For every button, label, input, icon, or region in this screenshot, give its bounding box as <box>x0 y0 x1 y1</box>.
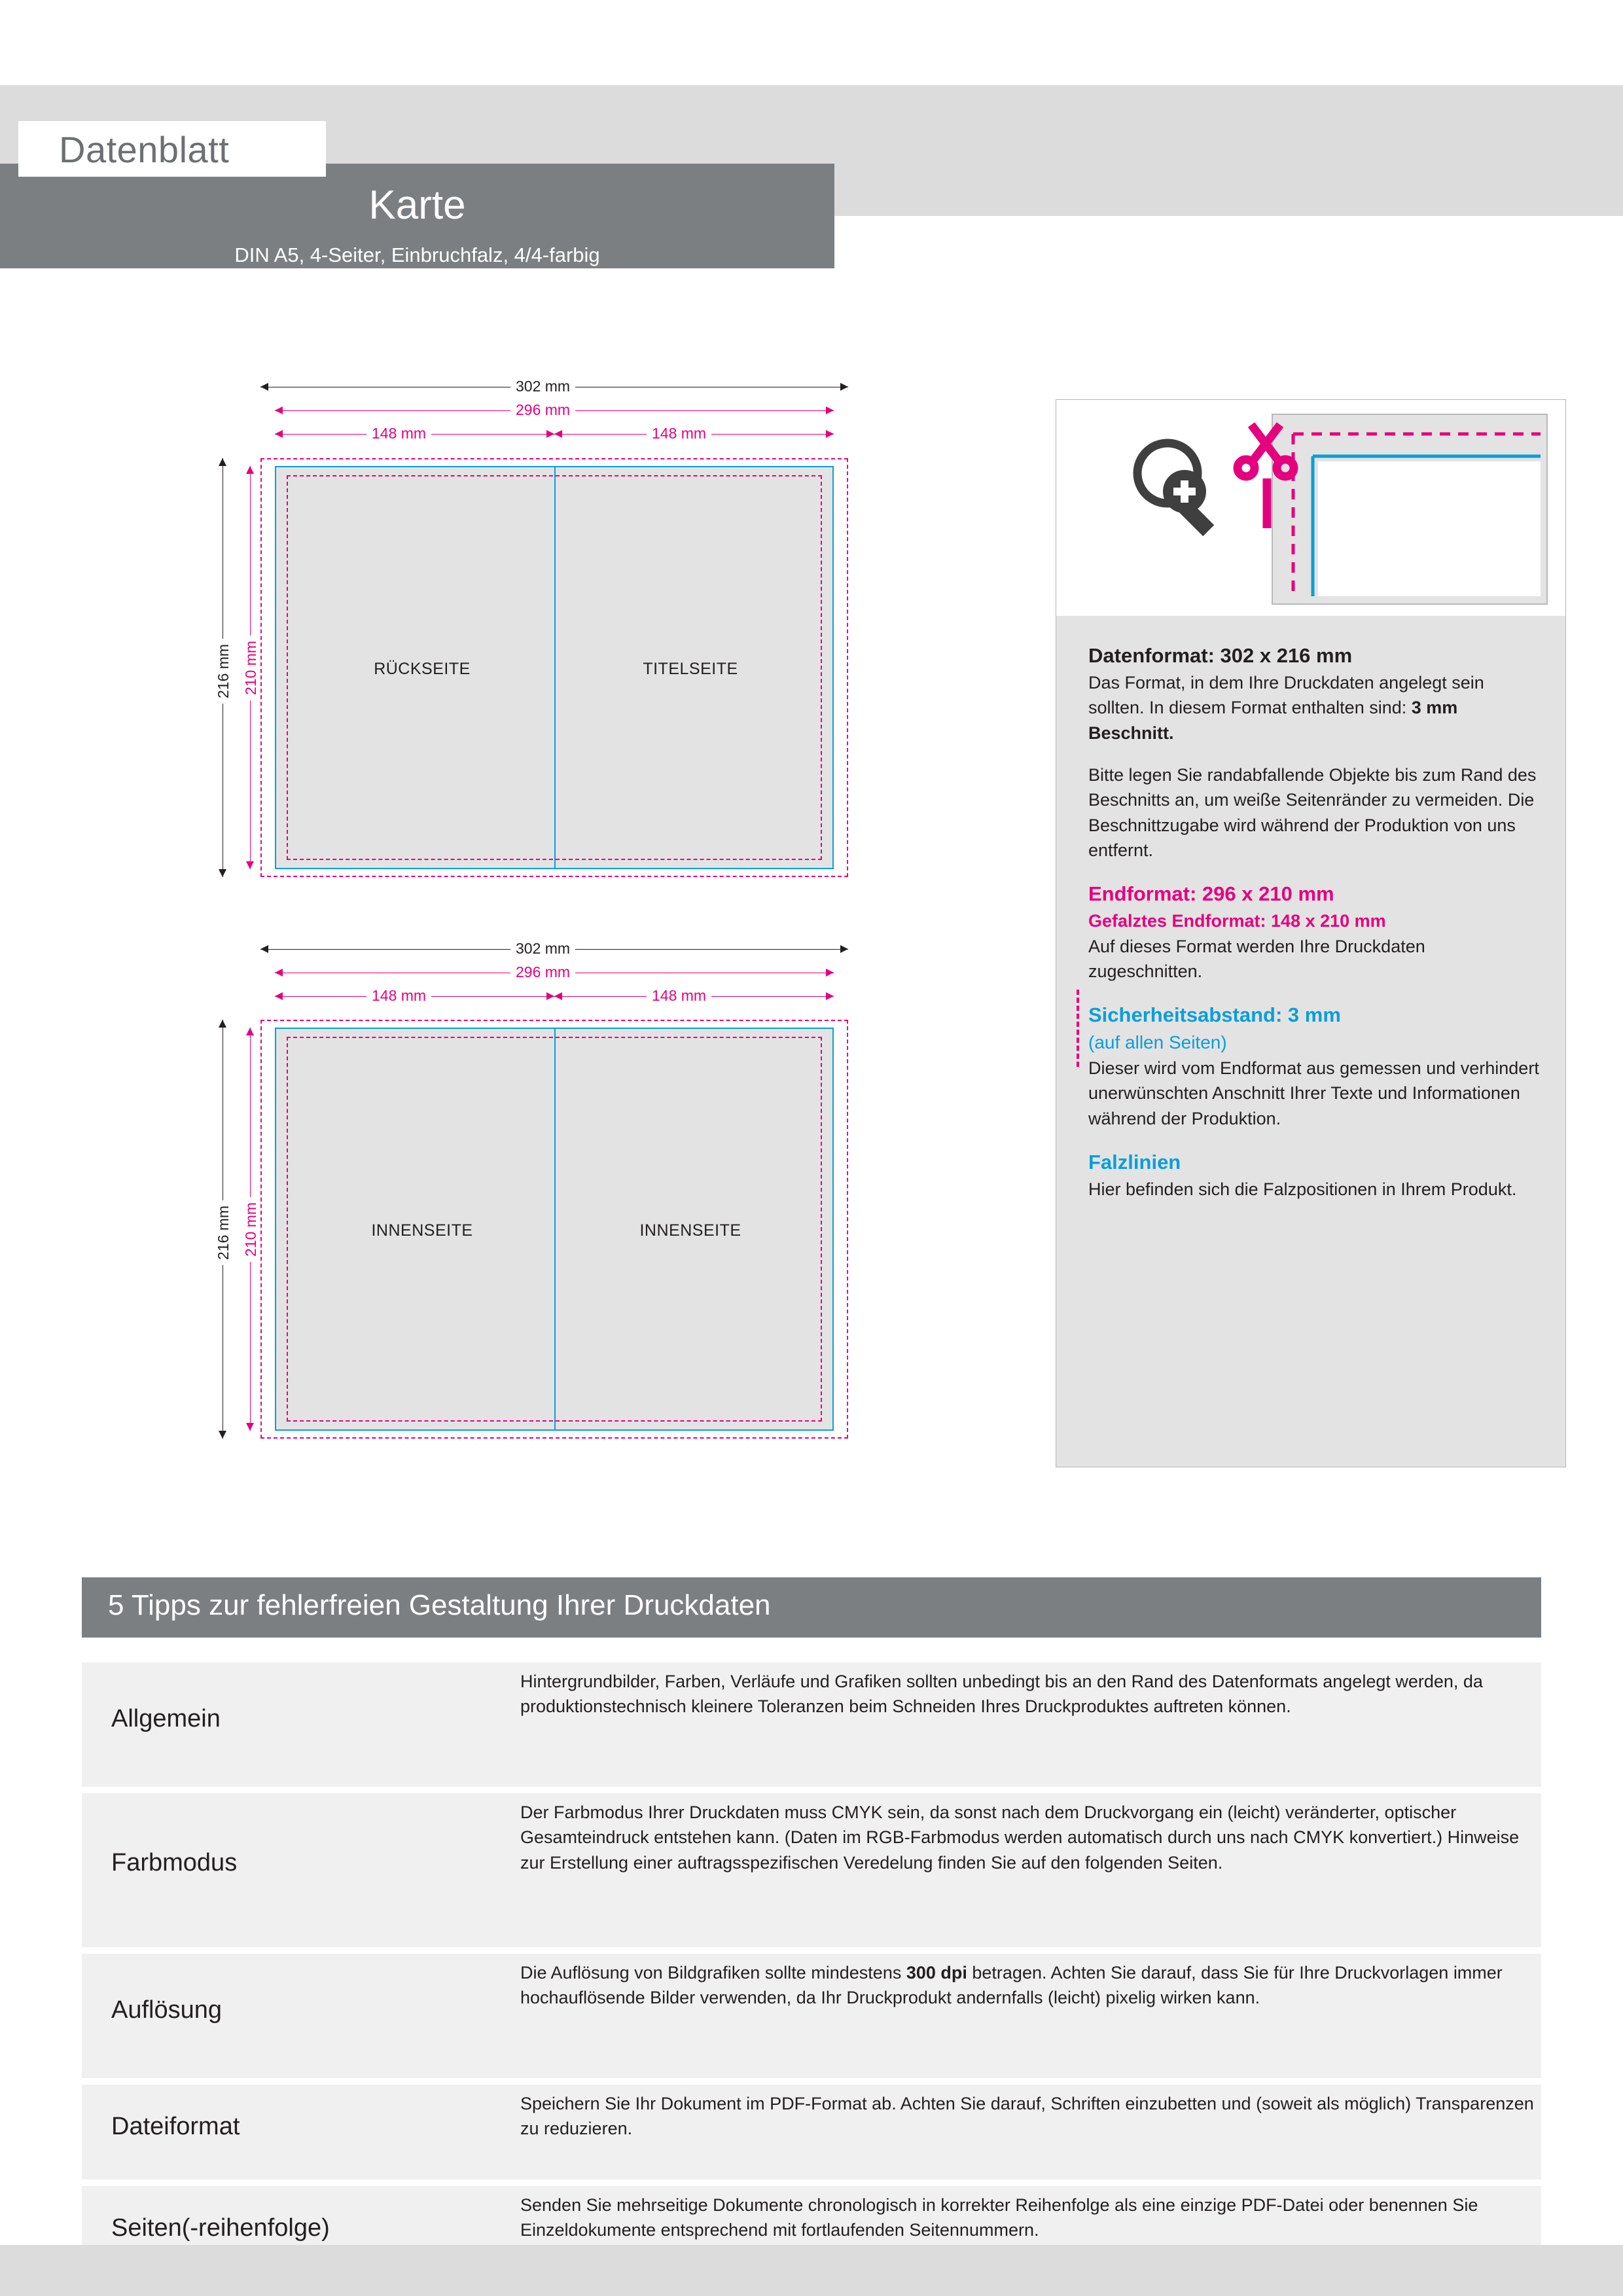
page-title: Karte <box>368 183 466 228</box>
endformat-pink-marker <box>1077 990 1079 1067</box>
footer-band <box>0 2245 1623 2296</box>
dim-label-outer-width-top: 302 mm <box>510 378 575 395</box>
page-label-innenseite-left: INNENSEITE <box>371 1221 473 1240</box>
page-label-rueckseite: RÜCKSEITE <box>374 660 471 678</box>
arrow-right <box>546 430 554 438</box>
arrow-up <box>219 458 226 466</box>
arrow-down <box>219 869 226 877</box>
datenblatt-label: Datenblatt <box>59 129 230 170</box>
arrow-right <box>546 992 554 1000</box>
tip-title-allgemein: Allgemein <box>111 1705 221 1732</box>
dim-label-half-right-top: 148 mm <box>647 425 711 442</box>
legend-illustration <box>1056 400 1565 616</box>
dim-label-outer-height-top: 216 mm <box>215 639 232 704</box>
page-label-titelseite: TITELSEITE <box>643 660 738 678</box>
legend-datenformat-text-2: Bitte legen Sie randabfallende Objekte bis zum Rand des Beschnitts an, um weiße Seitenränder zu vermeiden. Die Beschnittzugabe wird während der Produktion von uns entfernt. <box>1088 765 1537 860</box>
legend-endformat-title: Endformat: 296 x 210 mm <box>1088 882 1334 906</box>
arrow-left <box>275 406 283 414</box>
tips-header-title: 5 Tipps zur fehlerfreien Gestaltung Ihrer Druckdaten <box>108 1589 771 1621</box>
arrow-up <box>219 1020 226 1028</box>
legend-endformat-text: Auf dieses Format werden Ihre Druckdaten zugeschnitten. <box>1088 936 1425 981</box>
dim-label-half-left-top: 148 mm <box>366 425 431 442</box>
page-label-innenseite-right: INNENSEITE <box>639 1221 741 1240</box>
tip-text-aufloesung-post: betragen. Achten Sie darauf, dass Sie für Ihre Druckvorlagen immer hochauflösende Bilder verwenden, da Ihr Druckprodukt andernfalls (leicht) pixelig wirken kann. <box>520 1963 1503 2008</box>
legend-datenformat-text-1 <box>1088 670 1540 745</box>
dim-label-inner-width-top: 296 mm <box>510 401 575 419</box>
arrow-right <box>826 969 834 977</box>
dim-label-inner-height-top: 210 mm <box>242 636 260 700</box>
arrow-right <box>840 383 848 391</box>
arrow-right <box>826 406 834 414</box>
arrow-down <box>246 1423 254 1431</box>
magnifier-plus-icon <box>1137 443 1214 536</box>
legend-illustration-svg <box>1056 400 1565 616</box>
tip-text-farbmodus: Der Farbmodus Ihrer Druckdaten muss CMYK sein, da sonst nach dem Druckvorgang ein (leicht) veränderter, optischer Gesamteindruck entstehen kann. (Daten im RGB-Farbmodus werden automatisch durch uns nach CMYK konvertiert.) Hinweise zur Erstellung einer auftragsspezifischen Veredelung finden Sie auf den folgenden Seiten. <box>520 1803 1520 1873</box>
arrow-up <box>246 1028 254 1035</box>
legend-sicherheit-sub: (auf allen Seiten) <box>1088 1032 1227 1053</box>
arrow-right <box>826 430 834 438</box>
page-subtitle: DIN A5, 4-Seiter, Einbruchfalz, 4/4-farbig <box>234 243 600 266</box>
tip-text-dateiformat: Speichern Sie Ihr Dokument im PDF-Format ab. Achten Sie darauf, Schriften einzubetten und (soweit als möglich) Transparenzen zu reduzieren. <box>520 2094 1534 2139</box>
dim-label-inner-width-bottom: 296 mm <box>510 963 575 981</box>
tip-text-allgemein: Hintergrundbilder, Farben, Verläufe und Grafiken sollten unbedingt bis an den Rand des Datenformats angelegt werden, da produktionstechnisch kleinere Toleranzen beim Schneiden Ihres Druckproduktes auftreten können. <box>520 1672 1483 1717</box>
arrow-down <box>219 1431 226 1439</box>
legend-datenformat-title: Datenformat: 302 x 216 mm <box>1088 644 1353 667</box>
fold-line-top <box>554 466 556 869</box>
legend-falz-title: Falzlinien <box>1088 1151 1181 1174</box>
legend-endformat-sub: Gefalztes Endformat: 148 x 210 mm <box>1088 911 1386 931</box>
tip-text-aufloesung <box>520 1960 1541 2011</box>
dim-label-outer-width-bottom: 302 mm <box>510 940 575 958</box>
arrow-left <box>554 430 562 438</box>
dim-label-inner-height-bottom: 210 mm <box>242 1197 260 1262</box>
arrow-left <box>275 992 283 1000</box>
legend-sicherheit-text: Dieser wird vom Endformat aus gemessen und verhindert unerwünschten Anschnitt Ihrer Texte und Informationen während der Produktion. <box>1088 1058 1539 1128</box>
arrow-left <box>275 969 283 977</box>
tip-text-aufloesung-pre: Die Auflösung von Bildgrafiken sollte mindestens <box>520 1963 906 1982</box>
tip-title-seitenreihenfolge: Seiten(-reihenfolge) <box>111 2214 330 2242</box>
arrow-left <box>275 430 283 438</box>
arrow-left <box>260 945 268 953</box>
arrow-right <box>840 945 848 953</box>
fold-line-bottom <box>554 1028 556 1431</box>
dim-label-outer-height-bottom: 216 mm <box>215 1200 232 1265</box>
arrow-down <box>246 861 254 869</box>
legend-datenformat-text-1a: Das Format, in dem Ihre Druckdaten angelegt sein sollten. In diesem Format enthalten sind: <box>1088 673 1484 718</box>
arrow-left <box>260 383 268 391</box>
legend-sicherheit-title: Sicherheitsabstand: 3 mm <box>1088 1003 1341 1027</box>
dim-label-half-right-bottom: 148 mm <box>647 987 711 1005</box>
legend-text-block <box>1088 641 1540 1202</box>
tip-text-seitenreihenfolge: Senden Sie mehrseitige Dokumente chronologisch in korrekter Reihenfolge als eine einzige PDF-Datei oder benennen Sie Einzeldokumente entsprechend mit fortlaufenden Seitennummern. <box>520 2195 1478 2240</box>
arrow-up <box>246 466 254 474</box>
arrow-left <box>554 992 562 1000</box>
tip-title-farbmodus: Farbmodus <box>111 1849 238 1876</box>
tip-text-aufloesung-bold: 300 dpi <box>906 1963 967 1982</box>
arrow-right <box>826 992 834 1000</box>
legend-falz-text: Hier befinden sich die Falzpositionen in Ihrem Produkt. <box>1088 1179 1517 1200</box>
tip-title-dateiformat: Dateiformat <box>111 2113 240 2140</box>
dim-label-half-left-bottom: 148 mm <box>366 987 431 1005</box>
tip-title-aufloesung: Auflösung <box>111 1996 223 2024</box>
legend-datenformat-text-1b: 3 mm Beschnitt. <box>1088 698 1458 743</box>
